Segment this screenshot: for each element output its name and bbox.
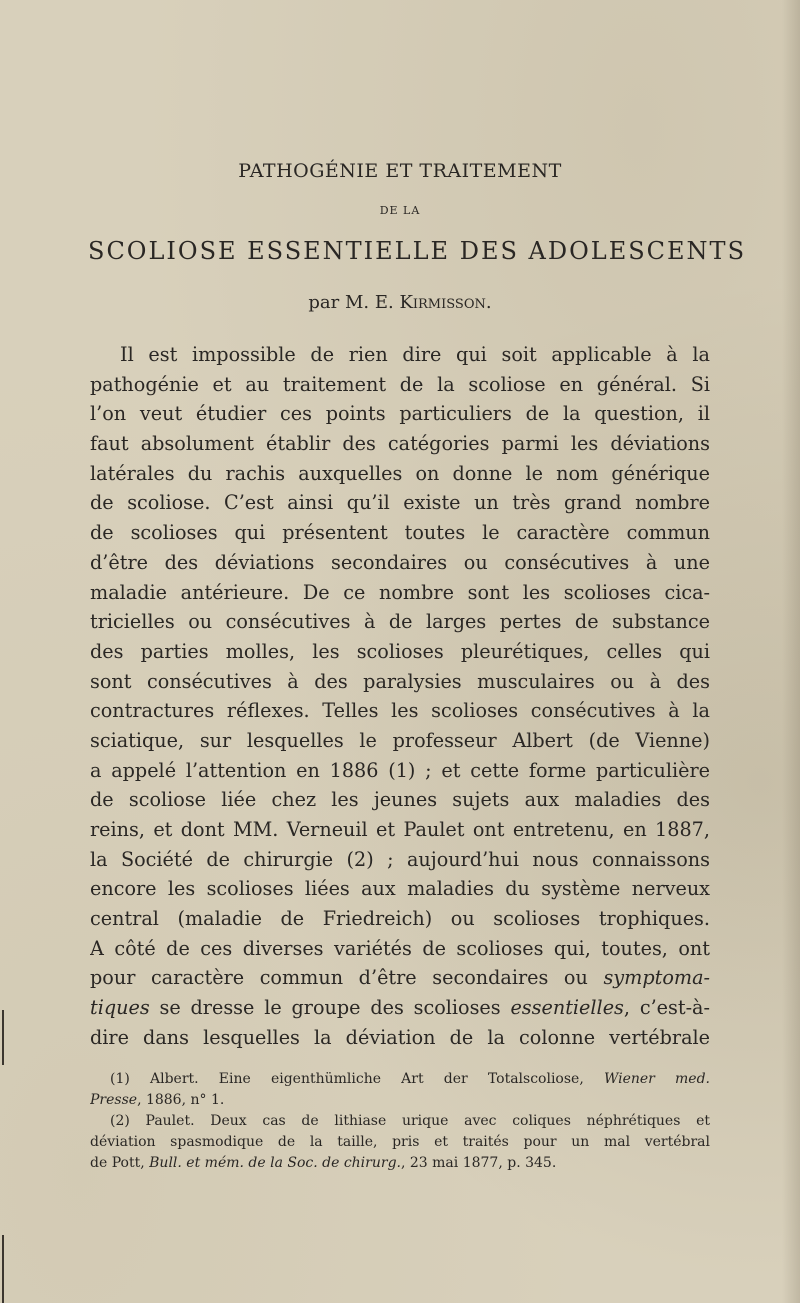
page-edge-shadow: [782, 0, 800, 1303]
text-line: faut absolument établir des catégories parmi les déviations: [90, 432, 710, 456]
text-line: maladie antérieure. De ce nombre sont les scolioses cica-: [90, 580, 710, 604]
text-line: central (maladie de Friedreich) ou scolioses trophiques.: [90, 907, 710, 931]
footnotes: [90, 1069, 710, 1174]
text-segment: , 1886, n° 1.: [137, 1092, 225, 1108]
text-segment-italic: tiques: [90, 996, 150, 1020]
body-paragraph: [90, 340, 710, 1053]
page-edge-mark: [2, 1010, 4, 1065]
byline-author: Kirmisson.: [399, 292, 492, 313]
text-line: des parties molles, les scolioses pleurétiques, celles qui: [90, 639, 710, 663]
text-segment: , 23 mai 1877, p. 345.: [400, 1155, 557, 1171]
text-segment-italic: Bull. et mém. de la Soc. de chirurg.: [149, 1155, 401, 1171]
text-line: a appelé l’attention en 1886 (1) ; et cette forme particulière: [90, 758, 710, 782]
title-line-2: DE LA: [379, 204, 421, 217]
footnote-2-line-1: (2) Paulet. Deux cas de lithiase urique avec coliques néphrétiques et: [110, 1113, 710, 1129]
text-line: contractures réflexes. Telles les scolioses consécutives à la: [90, 699, 710, 723]
footnote-1-line-2: [90, 1090, 710, 1111]
text-segment: de Pott,: [90, 1155, 150, 1171]
text-line: encore les scolioses liées aux maladies du système nerveux: [90, 877, 710, 901]
text-line: l’on veut étudier ces points particuliers de la question, il: [90, 402, 710, 426]
title-line-1: PATHOGÉNIE ET TRAITEMENT: [238, 160, 562, 182]
text-line: reins, et dont MM. Verneuil et Paulet ont entretenu, en 1887,: [90, 818, 710, 841]
text-line: dire dans lesquelles la déviation de la colonne vertébrale: [90, 1025, 710, 1049]
text-line: pathogénie et au traitement de la scoliose en général. Si: [90, 372, 710, 396]
byline: [0, 290, 800, 316]
text-line: latérales du rachis auxquelles on donne le nom générique: [90, 461, 710, 485]
text-segment-italic: symptoma-: [603, 966, 710, 990]
text-segment-italic: Presse: [90, 1092, 138, 1108]
text-segment-italic: Wiener med.: [603, 1071, 710, 1087]
text-line: d’être des déviations secondaires ou consécutives à une: [90, 550, 710, 574]
page-edge-mark: [2, 1235, 4, 1303]
text-line: de scoliose liée chez les jeunes sujets aux maladies des: [90, 788, 710, 812]
text-line: de scoliose. C’est ainsi qu’il existe un très grand nombre: [90, 491, 710, 515]
text-line: [90, 993, 710, 1023]
text-line: Il est impossible de rien dire qui soit applicable à la: [120, 343, 710, 366]
text-line: tricielles ou consécutives à de larges pertes de substance: [90, 610, 710, 634]
text-line: la Société de chirurgie (2) ; aujourd’hui nous connaissons: [90, 847, 710, 871]
article-title: SCOLIOSE ESSENTIELLE DES ADOLESCENTS: [88, 237, 747, 265]
text-line: de scolioses qui présentent toutes le caractère commun: [90, 521, 710, 545]
footnote-2-line-2: déviation spasmodique de la taille, pris et traités pour un mal vertébral: [90, 1134, 710, 1150]
text-line: [90, 963, 710, 993]
text-segment: (1) Albert. Eine eigenthümliche Art der Totalscoliose,: [110, 1071, 604, 1087]
text-line: sciatique, sur lesquelles le professeur Albert (de Vienne): [90, 728, 710, 752]
footnote-1-line-1: [90, 1069, 710, 1090]
text-segment: , c’est-à-: [623, 996, 710, 1020]
text-segment: se dresse le groupe des scolioses: [149, 996, 511, 1020]
text-line: sont consécutives à des paralysies musculaires ou à des: [90, 669, 710, 693]
text-line: A côté de ces diverses variétés de scolioses qui, toutes, ont: [90, 936, 710, 960]
text-segment: pour caractère commun d’être secondaires ou: [90, 966, 604, 990]
footnote-2-line-3: [90, 1153, 710, 1174]
byline-prefix: par M. E.: [308, 292, 400, 313]
text-segment-italic: essentielles: [510, 996, 624, 1020]
